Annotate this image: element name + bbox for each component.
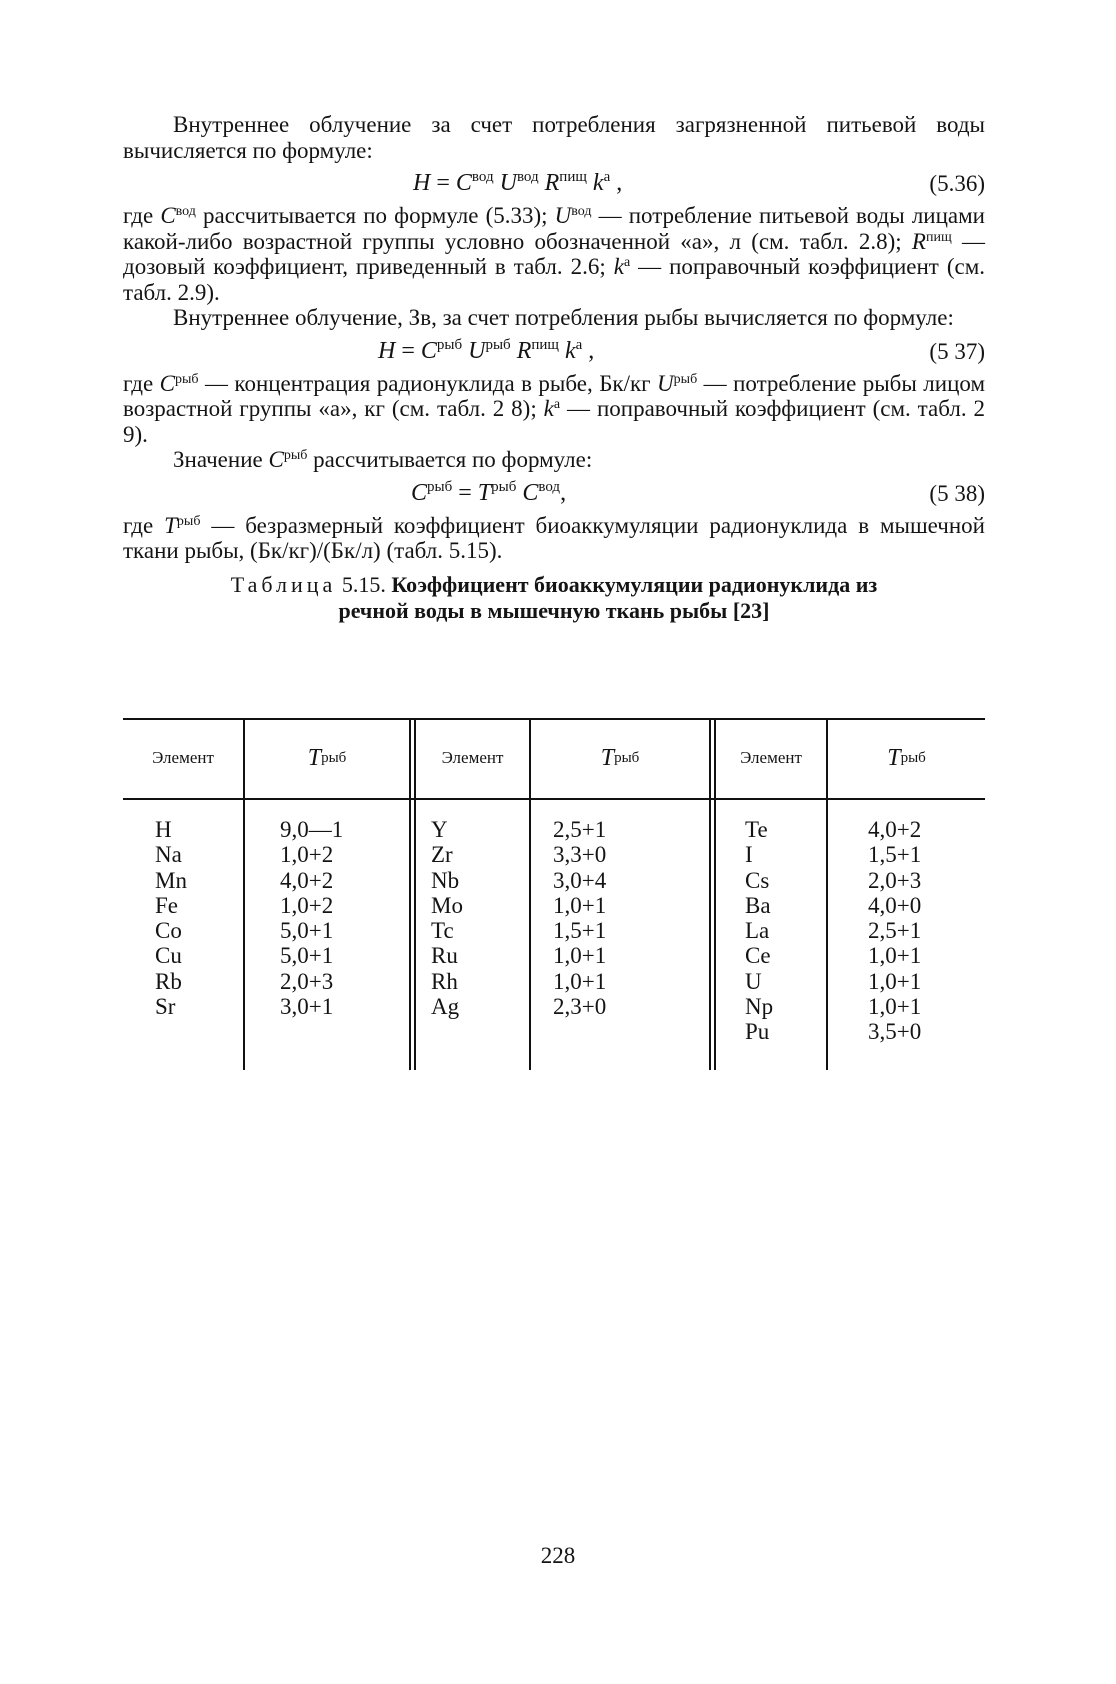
element-cell: Na — [155, 842, 182, 868]
element-cell: Nb — [431, 867, 460, 893]
value-cell: 2,0+3 — [868, 867, 922, 893]
value-cell: 1,0+2 — [280, 892, 334, 918]
value-cell: 5,0+1 — [280, 943, 334, 969]
value-cell: 9,0—1 — [280, 817, 344, 842]
element-cell: Mn — [155, 867, 187, 893]
value-column-1 — [280, 817, 343, 1019]
value-cell: 4,0+0 — [868, 892, 922, 918]
element-cell: Te — [745, 817, 768, 842]
value-column-2 — [553, 817, 606, 1019]
column-divider — [529, 800, 531, 1070]
element-cell: H — [155, 817, 172, 842]
value-cell: 4,0+2 — [280, 867, 334, 893]
value-cell: 1,5+1 — [553, 918, 607, 944]
element-cell: Tc — [431, 918, 454, 944]
element-column-2 — [431, 817, 463, 1019]
value-cell: 2,5+1 — [868, 918, 922, 944]
element-cell: Rb — [155, 968, 182, 994]
value-cell: 1,0+1 — [868, 943, 922, 969]
value-cell: 1,5+1 — [868, 842, 922, 868]
header-element: Элемент — [740, 748, 802, 767]
page-number: 228 — [540, 1543, 576, 1568]
equation-5-37: $H = C^{рыб}$ $U^{рыб}$ $R^{пищ}$ $k^a$ , (5 37) — [378, 336, 985, 364]
value-cell: 4,0+2 — [868, 817, 922, 842]
equation-5-36: $H = C^{вод}$ $U^{вод}$ $R^{пищ}$ $k^a$ , (5.36) — [413, 169, 985, 196]
element-cell: U — [745, 968, 762, 994]
equation-number: (5 37) — [929, 338, 985, 364]
element-cell: Rh — [431, 968, 458, 994]
element-column-1 — [155, 817, 187, 1019]
value-cell: 3,3+0 — [553, 842, 607, 868]
table-header-rule — [123, 798, 985, 800]
value-cell: 2,5+1 — [553, 817, 607, 842]
value-cell: 1,0+1 — [553, 968, 607, 994]
bioaccumulation-table — [123, 718, 985, 1078]
header-element: Элемент — [441, 748, 504, 767]
element-cell: I — [745, 842, 753, 868]
header-t: T рыб — [307, 744, 347, 771]
page-body — [123, 112, 985, 624]
table-caption: Таблица 5.15. Коэффициент биоаккумуляции радионуклида из речной воды в мышечную ткань рыбы [23] — [230, 571, 878, 623]
element-cell: Mo — [431, 892, 463, 918]
element-cell: Y — [431, 817, 448, 842]
group-divider — [409, 718, 411, 1070]
element-cell: Cs — [745, 867, 770, 893]
element-cell: Ru — [431, 943, 458, 969]
element-cell: Co — [155, 918, 182, 944]
paragraph-1: Внутреннее облучение за счет потребления загрязненной питьевой воды вычисляется по формуле: — [123, 112, 985, 163]
column-divider — [243, 800, 245, 1070]
value-cell: 3,0+4 — [553, 867, 607, 893]
paragraph-5: Значение $C^{рыб}$ рассчитывается по формуле: — [173, 447, 593, 472]
value-cell: 1,0+2 — [280, 842, 334, 868]
element-cell: Pu — [745, 1019, 770, 1045]
equation-5-38: $C^{рыб} = T^{рыб}$ $C^{вод}$, (5 38) — [411, 478, 985, 506]
element-cell: Ba — [745, 892, 771, 918]
paragraph-6: где $T^{рыб}$ — безразмерный коэффициент биоаккумуляции радионуклида в мышечной ткани рыбы, (Бк/кг)/(Бк/л) (табл. 5.15). — [123, 512, 985, 563]
equation-number: (5 38) — [929, 480, 985, 506]
value-cell: 3,5+0 — [868, 1019, 922, 1045]
value-cell: 1,0+1 — [553, 943, 607, 969]
value-cell: 1,0+1 — [868, 968, 922, 994]
group-divider — [709, 718, 711, 1070]
header-t: T рыб — [600, 744, 640, 771]
element-cell: Np — [745, 994, 774, 1020]
element-cell: Ce — [745, 943, 771, 969]
value-cell: 2,3+0 — [553, 994, 607, 1020]
value-cell: 5,0+1 — [280, 918, 334, 944]
paragraph-2: где $C^{вод}$ рассчитывается по формуле (5.33); $U^{вод}$ — потребление питьевой воды лицами какой-либо возрастной группы условно обозначенной «а», л (см. табл. 2.8); $R^{пищ}$ — дозовый коэффициент, приведенный в табл. 2.6; $k^a$ — поправочный коэффициент (см. табл. 2.9). — [123, 203, 986, 305]
value-cell: 2,0+3 — [280, 968, 334, 994]
paragraph-3: Внутреннее облучение, Зв, за счет потребления рыбы вычисляется по формуле: — [173, 305, 954, 330]
element-column-3 — [745, 817, 773, 1045]
column-divider — [826, 800, 828, 1070]
value-cell: 3,0+1 — [280, 994, 334, 1020]
header-t: T рыб — [887, 744, 926, 771]
element-cell: Sr — [155, 994, 176, 1020]
equation-number: (5.36) — [929, 171, 985, 196]
element-cell: Zr — [431, 842, 453, 868]
element-cell: La — [745, 918, 770, 944]
element-cell: Cu — [155, 943, 182, 969]
value-cell: 1,0+1 — [553, 892, 607, 918]
value-column-3 — [868, 817, 921, 1045]
header-element: Элемент — [152, 748, 214, 767]
element-cell: Ag — [431, 994, 460, 1020]
paragraph-4: где $C^{рыб}$ — концентрация радионуклида в рыбе, Бк/кг $U^{рыб}$ — потребление рыбы лицом возрастной группы «а», кг (см. табл. 2 8); $k^a$ — поправочный коэффициент (см. табл. 2 9). — [123, 370, 986, 447]
value-cell: 1,0+1 — [868, 994, 922, 1020]
element-cell: Fe — [155, 892, 178, 918]
